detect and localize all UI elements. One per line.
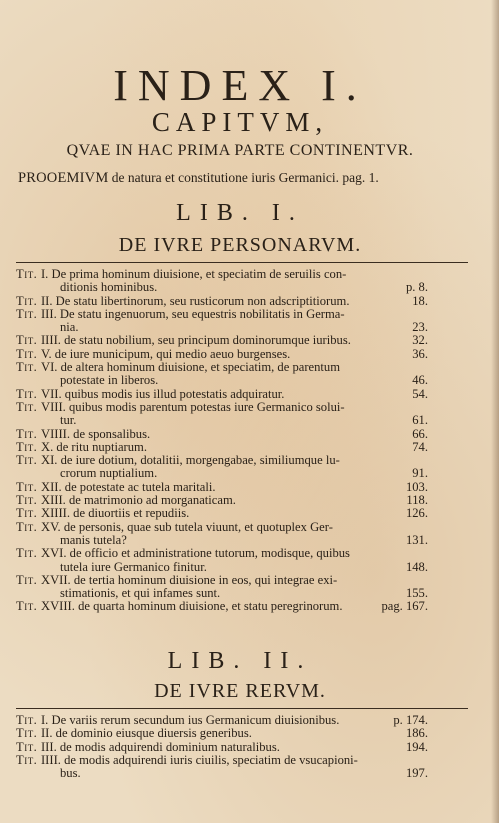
entry-tit-label: Tit.: [16, 361, 41, 375]
entry-text: de modis adquirendi iuris ciuilis, speciatim de vsucapioni-: [64, 753, 358, 767]
entry-number: IIII.: [40, 753, 65, 767]
entry-tit-label: Tit.: [16, 740, 41, 754]
entry-tit-label: Tit.: [16, 400, 41, 414]
index-entry: [16, 741, 428, 754]
entry-line: [16, 561, 428, 574]
index-entry: [16, 388, 428, 401]
entry-number: XVIII.: [40, 600, 79, 614]
index-entry: [16, 521, 428, 548]
entry-text: tutela iure Germanico finitur.: [60, 560, 207, 574]
prooemium-label: PROOEMIVM: [18, 170, 109, 186]
index-entry: [16, 308, 428, 335]
entry-line: [16, 741, 428, 754]
entry-number: V.: [40, 347, 55, 361]
entry-line: [16, 521, 428, 534]
entry-text: de iure dotium, dotalitii, morgengabae, similiumque lu-: [60, 454, 340, 468]
entry-page: 54.: [412, 387, 428, 401]
entry-text: de matrimonio ad morganaticam.: [68, 494, 236, 508]
entry-page: 131.: [405, 533, 428, 547]
entry-tit-label: Tit.: [16, 334, 41, 348]
entry-line: [16, 587, 428, 600]
book1-entry-list: [16, 268, 428, 614]
entry-line: [16, 414, 428, 427]
index-entry: [16, 494, 428, 507]
entry-text: de iure municipum, qui medio aeuo burgenses.: [54, 347, 291, 361]
entry-page: p. 8.: [405, 281, 428, 295]
book2-heading: LIB. II.: [167, 648, 313, 674]
entry-page: 126.: [405, 507, 428, 521]
entry-text: tur.: [60, 414, 77, 428]
entry-number: XV.: [40, 520, 64, 534]
index-entry: [16, 454, 428, 481]
entry-page: 155.: [405, 587, 428, 601]
entry-tit-label: Tit.: [16, 573, 41, 587]
entry-page: 46.: [412, 374, 428, 388]
entry-text: de potestate ac tutela maritali.: [64, 480, 216, 494]
entry-line: [16, 348, 428, 361]
entry-number: XI.: [40, 454, 61, 468]
entry-tit-label: Tit.: [16, 727, 41, 741]
entry-line: [16, 534, 428, 547]
entry-page: 36.: [412, 347, 428, 361]
entry-page: p. 174.: [393, 714, 428, 727]
page-spine-shadow: [491, 0, 499, 823]
index-entry: [16, 268, 428, 295]
entry-line: [16, 481, 428, 494]
book1-title: DE IVRE PERSONARVM.: [118, 234, 362, 256]
entry-line: [16, 507, 428, 520]
entry-number: III.: [40, 307, 60, 321]
index-entry: [16, 714, 428, 727]
entry-text: quibus modis parentum potestas iure Germanico solui-: [68, 400, 345, 414]
entry-line: [16, 714, 428, 727]
entry-page: 194.: [405, 740, 428, 754]
entry-page: 118.: [406, 494, 428, 508]
prooemium-line: [18, 170, 478, 186]
book1-rule: [16, 262, 468, 263]
entry-line: [16, 321, 428, 334]
entry-number: II.: [40, 727, 56, 741]
index-entry: [16, 295, 428, 308]
book1-heading: LIB. I.: [176, 200, 304, 226]
index-entry: [16, 428, 428, 441]
book2-rule: [16, 708, 468, 709]
entry-text: de statu nobilium, seu principum dominorumque iuribus.: [64, 334, 351, 348]
entry-line: [16, 401, 428, 414]
index-entry: [16, 727, 428, 740]
entry-text: stimationis, et qui infames sunt.: [60, 587, 221, 601]
index-entry: [16, 441, 428, 454]
entry-line: [16, 268, 428, 281]
entry-line: [16, 388, 428, 401]
entry-text: manis tutela?: [60, 533, 127, 547]
index-entry: [16, 348, 428, 361]
entry-number: II.: [40, 294, 56, 308]
entry-tit-label: Tit.: [16, 714, 41, 727]
index-title: INDEX I.: [113, 61, 367, 110]
entry-text: ditionis hominibus.: [60, 281, 158, 295]
entry-line: [16, 574, 428, 587]
entry-text: De variis rerum secundum ius Germanicum diuisionibus.: [51, 714, 340, 727]
entry-text: de dominio eiusque diuersis generibus.: [55, 727, 252, 741]
entry-tit-label: Tit.: [16, 268, 41, 281]
entry-tit-label: Tit.: [16, 347, 41, 361]
entry-line: [16, 361, 428, 374]
book2-entry-list: [16, 714, 428, 780]
index-entry: [16, 574, 428, 601]
entry-page: 91.: [412, 467, 428, 481]
entry-number: XIII.: [40, 494, 69, 508]
entry-tit-label: Tit.: [16, 307, 41, 321]
index-entry: [16, 361, 428, 388]
entry-text: de tertia hominum diuisione in eos, qui integrae exi-: [73, 573, 338, 587]
entry-page: 74.: [412, 440, 428, 454]
entry-text: De statu libertinorum, seu rusticorum non adscriptitiorum.: [55, 294, 350, 308]
entry-tit-label: Tit.: [16, 547, 41, 561]
entry-text: de altera hominum diuisione, et speciatim, de parentum: [60, 361, 341, 375]
entry-text: De statu ingenuorum, seu equestris nobilitatis in Germa-: [59, 307, 345, 321]
entry-number: VII.: [40, 387, 65, 401]
entry-line: [16, 454, 428, 467]
entry-tit-label: Tit.: [16, 480, 41, 494]
entry-number: XII.: [40, 480, 65, 494]
entry-text: quibus modis ius illud potestatis adquiratur.: [64, 387, 285, 401]
entry-line: [16, 295, 428, 308]
entry-page: pag. 167.: [381, 600, 428, 614]
prooemium-text: de natura et constitutione iuris Germanici.: [111, 170, 339, 185]
index-entry: [16, 507, 428, 520]
index-entry: [16, 754, 428, 781]
entry-page: 18.: [412, 294, 428, 308]
entry-text: nia.: [60, 321, 79, 335]
entry-text: de personis, quae sub tutela viuunt, et quotuplex Ger-: [63, 520, 333, 534]
entry-number: III.: [40, 740, 60, 754]
entry-tit-label: Tit.: [16, 294, 41, 308]
entry-tit-label: Tit.: [16, 600, 41, 614]
entry-line: [16, 334, 428, 347]
entry-number: VIII.: [40, 400, 69, 414]
entry-text: de officio et administratione tutorum, modisque, quibus: [69, 547, 350, 561]
index-entry: [16, 401, 428, 428]
entry-page: 23.: [412, 321, 428, 335]
entry-line: [16, 428, 428, 441]
entry-tit-label: Tit.: [16, 454, 41, 468]
entry-number: I.: [40, 714, 52, 727]
entry-line: [16, 374, 428, 387]
index-entry: [16, 547, 428, 574]
entry-tit-label: Tit.: [16, 427, 41, 441]
entry-line: [16, 767, 428, 780]
entry-text: de ritu nuptiarum.: [56, 440, 147, 454]
entry-line: [16, 547, 428, 560]
entry-number: XVII.: [40, 573, 74, 587]
entry-text: crorum nuptialium.: [60, 467, 158, 481]
entry-page: 66.: [412, 427, 428, 441]
entry-text: de diuortiis et repudiis.: [73, 507, 190, 521]
entry-line: [16, 467, 428, 480]
entry-line: [16, 441, 428, 454]
subtitle: QVAE IN HAC PRIMA PARTE CONTINENTVR.: [66, 142, 414, 159]
entry-tit-label: Tit.: [16, 520, 41, 534]
entry-line: [16, 754, 428, 767]
entry-text: de modis adquirendi dominium naturalibus.: [59, 740, 280, 754]
entry-text: De prima hominum diuisione, et speciatim de seruilis con-: [51, 268, 347, 281]
entry-page: 32.: [412, 334, 428, 348]
prooemium-page: pag. 1.: [342, 170, 379, 185]
entry-number: XVI.: [40, 547, 70, 561]
book2-title: DE IVRE RERVM.: [154, 680, 326, 702]
index-entry: [16, 334, 428, 347]
entry-tit-label: Tit.: [16, 753, 41, 767]
entry-line: [16, 281, 428, 294]
entry-page: 103.: [405, 480, 428, 494]
entry-tit-label: Tit.: [16, 387, 41, 401]
entry-number: VIIII.: [40, 427, 74, 441]
entry-number: IIII.: [40, 334, 65, 348]
entry-page: 61.: [412, 414, 428, 428]
entry-text: de quarta hominum diuisione, et statu peregrinorum.: [78, 600, 343, 614]
entry-tit-label: Tit.: [16, 507, 41, 521]
index-entry: [16, 481, 428, 494]
entry-tit-label: Tit.: [16, 440, 41, 454]
entry-tit-label: Tit.: [16, 494, 41, 508]
index-entry: [16, 600, 428, 613]
entry-page: 186.: [405, 727, 428, 741]
capitum-heading: CAPITVM,: [151, 107, 329, 137]
entry-line: [16, 600, 428, 613]
entry-number: I.: [40, 268, 52, 281]
entry-number: XIIII.: [40, 507, 74, 521]
entry-line: [16, 308, 428, 321]
entry-text: bus.: [60, 767, 81, 781]
entry-line: [16, 727, 428, 740]
entry-number: X.: [40, 440, 57, 454]
entry-text: potestate in liberos.: [60, 374, 159, 388]
entry-text: de sponsalibus.: [73, 427, 151, 441]
entry-page: 197.: [405, 767, 428, 781]
entry-page: 148.: [405, 560, 428, 574]
entry-line: [16, 494, 428, 507]
entry-number: VI.: [40, 361, 61, 375]
